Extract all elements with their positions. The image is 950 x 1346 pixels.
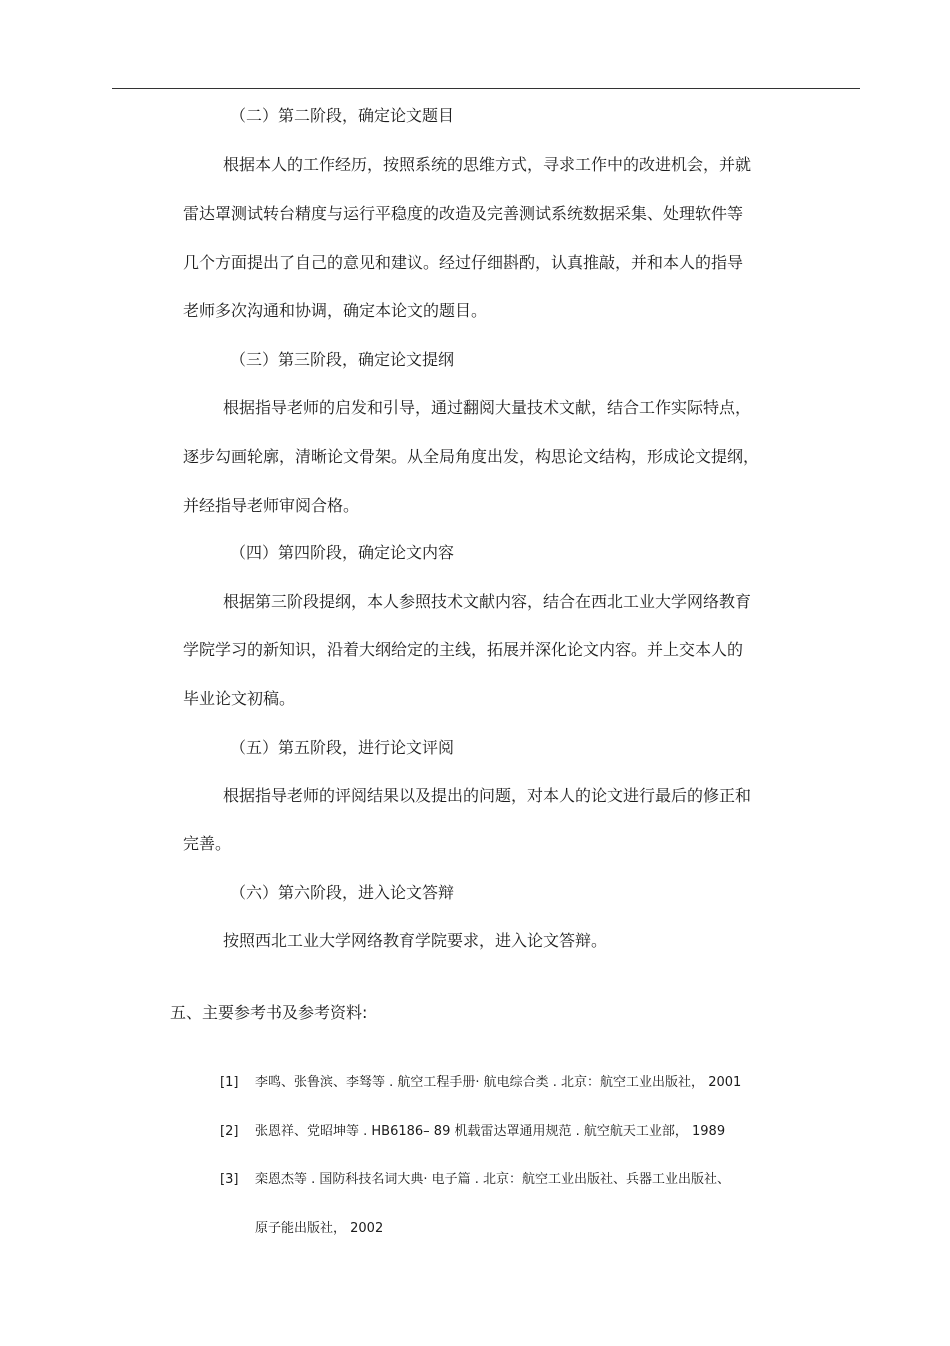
stage5-line-1: 根据指导老师的评阅结果以及提出的问题，对本人的论文进行最后的修正和 (223, 786, 752, 805)
stage2-line-2: 雷达罩测试转台精度与运行平稳度的改造及完善测试系统数据采集、处理软件等 (183, 204, 744, 223)
reference-text-3-continued: 原子能出版社， 2002 (255, 1221, 384, 1236)
stage4-line-3: 毕业论文初稿。 (183, 689, 296, 708)
header-rule (112, 88, 860, 89)
stage6-heading: （六）第六阶段，进入论文答辩 (230, 883, 455, 902)
stage2-line-4: 老师多次沟通和协调，确定本论文的题目。 (183, 301, 488, 320)
stage4-heading: （四）第四阶段，确定论文内容 (230, 543, 455, 562)
stage5-heading: （五）第五阶段，进行论文评阅 (230, 738, 455, 757)
reference-number-2: [2] (220, 1124, 239, 1139)
stage2-line-3: 几个方面提出了自己的意见和建议。经过仔细斟酌，认真推敲，并和本人的指导 (183, 253, 744, 272)
reference-number-3: [3] (220, 1172, 239, 1187)
reference-text-3: 栾恩杰等 . 国防科技名词大典· 电子篇 . 北京：航空工业出版社、兵器工业出版社、 (255, 1172, 731, 1187)
reference-number-1: [1] (220, 1075, 239, 1090)
stage3-heading: （三）第三阶段，确定论文提纲 (230, 350, 455, 369)
stage3-line-2: 逐步勾画轮廓，清晰论文骨架。从全局角度出发，构思论文结构，形成论文提纲， (183, 447, 760, 466)
reference-text-1: 李鸣、张鲁滨、李驽等 . 航空工程手册· 航电综合类 . 北京：航空工业出版社， 2001 (255, 1075, 742, 1090)
stage2-line-1: 根据本人的工作经历，按照系统的思维方式，寻求工作中的改进机会，并就 (223, 155, 752, 174)
stage4-line-1: 根据第三阶段提纲，本人参照技术文献内容，结合在西北工业大学网络教育 (223, 592, 752, 611)
reference-text-2: 张恩祥、党昭坤等 . HB6186– 89 机载雷达罩通用规范 . 航空航天工业部， 1989 (255, 1124, 726, 1139)
stage5-line-2: 完善。 (183, 834, 232, 853)
stage2-heading: （二）第二阶段，确定论文题目 (230, 106, 455, 125)
stage3-line-3: 并经指导老师审阅合格。 (183, 496, 360, 515)
references-heading: 五、主要参考书及参考资料: (170, 1003, 368, 1022)
stage6-line-1: 按照西北工业大学网络教育学院要求，进入论文答辩。 (223, 931, 608, 950)
stage4-line-2: 学院学习的新知识，沿着大纲给定的主线，拓展并深化论文内容。并上交本人的 (183, 640, 744, 659)
stage3-line-1: 根据指导老师的启发和引导，通过翻阅大量技术文献，结合工作实际特点， (223, 398, 752, 417)
